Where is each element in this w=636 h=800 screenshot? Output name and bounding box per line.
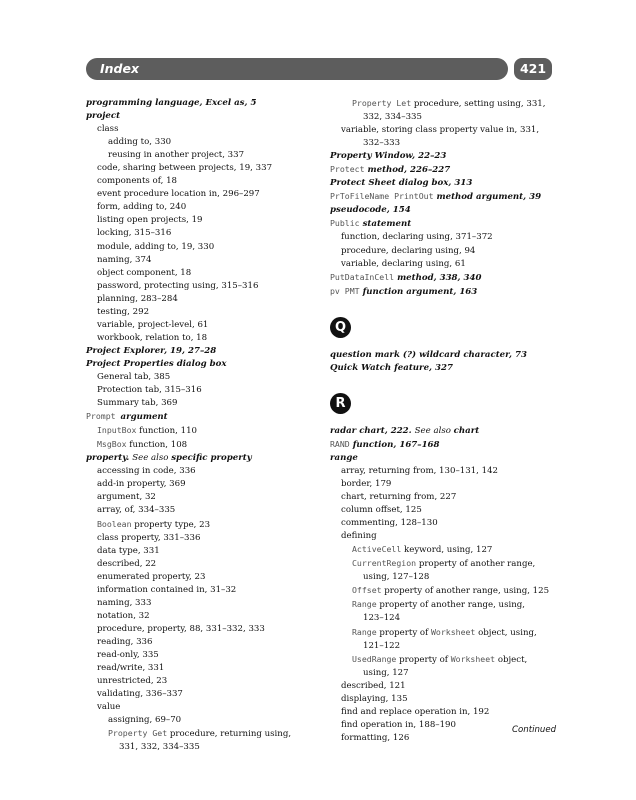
index-entry: [86, 358, 326, 371]
index-entry: [86, 623, 326, 636]
index-entry-text: value: [97, 702, 121, 713]
index-entry: [86, 397, 326, 410]
index-entry: [330, 667, 556, 680]
index-entry: [86, 714, 326, 727]
section-title: Index: [100, 61, 140, 76]
index-entry: [86, 227, 326, 240]
index-entry: [86, 688, 326, 701]
index-entry: [86, 332, 326, 345]
index-entry-text: enumerated property, 23: [97, 571, 206, 582]
index-entry-text: Project Properties dialog box: [86, 358, 227, 369]
index-entry-text: Public: [330, 218, 360, 229]
index-entry: [86, 280, 326, 293]
index-entry-text: property of another range, using, 125: [381, 586, 550, 597]
index-entry: [330, 504, 556, 517]
index-entry-text: testing, 292: [97, 306, 150, 317]
index-entry-text: property of another range,: [416, 559, 536, 570]
header-bar: [86, 58, 508, 80]
index-entry: [86, 532, 326, 545]
index-entry-text: object, using,: [475, 627, 537, 638]
letter-heading: [330, 375, 556, 425]
index-entry: [86, 701, 326, 714]
index-entry-text: password, protecting using, 315–316: [97, 280, 259, 291]
index-entry: [86, 384, 326, 397]
index-entry-text: reusing in another project, 337: [108, 150, 245, 161]
index-entry: [330, 124, 556, 137]
index-entry: [330, 349, 556, 362]
index-entry: [330, 258, 556, 271]
index-entry-text: question mark (?) wildcard character, 73: [330, 349, 527, 360]
letter-heading: [330, 299, 556, 349]
index-entry-text: variable, project-level, 61: [97, 319, 209, 330]
index-entry-text: ActiveCell: [352, 544, 402, 555]
index-entry-text: Prompt: [86, 411, 121, 422]
index-entry: [330, 231, 556, 244]
index-entry: [86, 597, 326, 610]
index-entry: [86, 319, 326, 332]
index-entry: [86, 123, 326, 136]
index-entry-text: Boolean: [97, 518, 132, 529]
index-entry-text: assigning, 69–70: [108, 715, 182, 726]
index-entry-text: locking, 315–316: [97, 228, 172, 239]
index-entry-text: Protect Sheet dialog box, 313: [330, 178, 473, 189]
index-entry-text: add-in property, 369: [97, 479, 186, 490]
index-entry-text: border, 179: [341, 478, 392, 489]
index-entry-text: Worksheet: [431, 626, 476, 637]
continued-note: Continued: [512, 725, 557, 735]
index-entry-text: components of, 18: [97, 176, 178, 187]
index-entry-text: property.: [86, 453, 133, 464]
index-entry-text: programming language, Excel as, 5: [86, 98, 257, 108]
index-entry: [86, 610, 326, 623]
page-number: 421: [514, 58, 552, 80]
index-entry: [330, 626, 556, 640]
index-entry-text: formatting, 126: [341, 732, 410, 743]
index-entry-text: chart, returning from, 227: [341, 492, 457, 503]
index-entry-text: method argument, 39: [433, 192, 542, 203]
index-entry: [86, 478, 326, 491]
index-entry-text: property type, 23: [131, 519, 211, 530]
index-entry-text: method, 226–227: [364, 165, 451, 176]
index-entry-text: Property Let: [352, 98, 412, 108]
index-entry: [330, 177, 556, 190]
index-entry-text: Protection tab, 315–316: [97, 385, 202, 396]
index-entry: [86, 410, 326, 424]
index-entry: [86, 504, 326, 517]
index-entry-text: CurrentRegion: [352, 558, 417, 569]
index-entry-text: property of: [376, 627, 431, 638]
index-entry: [330, 190, 556, 204]
index-entry-text: InputBox: [97, 425, 137, 436]
index-entry: [330, 530, 556, 543]
index-entry-text: Quick Watch feature, 327: [330, 362, 453, 373]
index-entry: [330, 517, 556, 530]
index-entry: [330, 571, 556, 584]
index-entry: [330, 97, 556, 111]
index-entry-text: function, declaring using, 371–372: [341, 232, 493, 243]
index-entry-text: array, of, 334–335: [97, 505, 176, 516]
index-entry: [86, 345, 326, 358]
index-entry: [330, 478, 556, 491]
index-entry: [86, 675, 326, 688]
index-entry: [86, 558, 326, 571]
index-entry: [86, 188, 326, 201]
index-entry-text: form, adding to, 240: [97, 202, 187, 213]
index-entry-text: reading, 336: [97, 636, 153, 647]
index-entry-text: find operation in, 188–190: [341, 719, 456, 730]
index-entry-text: code, sharing between projects, 19, 337: [97, 163, 273, 174]
index-entry-text: variable, storing class property value in, 331,: [341, 125, 540, 136]
index-entry: [330, 612, 556, 625]
index-entry: [86, 545, 326, 558]
index-entry-text: column offset, 125: [341, 505, 422, 516]
index-entry-text: keyword, using, 127: [401, 545, 493, 556]
index-entry-text: See also: [132, 453, 172, 464]
index-entry-text: 331, 332, 334–335: [119, 742, 200, 753]
index-entry-text: class property, 331–336: [97, 532, 201, 543]
index-entry-text: See also: [414, 425, 454, 436]
index-entry: [86, 452, 326, 465]
index-entry: [86, 491, 326, 504]
index-entry-text: array, returning from, 130–131, 142: [341, 465, 499, 476]
index-entry-text: class: [97, 124, 119, 135]
index-entry-text: range: [330, 452, 358, 463]
index-entry: [330, 706, 556, 719]
index-entry-text: function, 108: [126, 440, 188, 451]
index-entry-text: radar chart, 222.: [330, 425, 415, 436]
index-entry: [86, 518, 326, 532]
index-entry-text: accessing in code, 336: [97, 466, 196, 477]
index-entry-text: object,: [495, 654, 528, 665]
index-entry-text: described, 121: [341, 680, 406, 691]
index-entry: [330, 245, 556, 258]
index-entry-text: variable, declaring using, 61: [341, 258, 466, 269]
index-entry-text: Summary tab, 369: [97, 398, 178, 409]
index-entry: [330, 557, 556, 571]
index-entry-text: property of another range, using,: [376, 600, 526, 611]
index-entry-text: described, 22: [97, 558, 157, 569]
index-entry-text: pseudocode, 154: [330, 205, 411, 216]
index-entry: [330, 362, 556, 375]
index-entry-text: Range: [352, 599, 377, 610]
index-entry-text: Property Get: [108, 728, 168, 739]
index-entry: [330, 543, 556, 557]
index-entry-text: using, 127–128: [363, 572, 430, 583]
index-entry: [86, 175, 326, 188]
index-entry-text: statement: [359, 219, 412, 230]
index-entry-text: procedure, declaring using, 94: [341, 245, 476, 256]
index-entry-text: project: [86, 111, 121, 122]
index-entry: [86, 306, 326, 319]
index-entry-text: event procedure location in, 296–297: [97, 189, 260, 200]
index-entry: [330, 598, 556, 612]
index-entry-text: General tab, 385: [97, 371, 171, 382]
index-entry-text: Project Explorer, 19, 27–28: [86, 345, 217, 356]
index-entry-text: method, 338, 340: [394, 272, 482, 283]
index-entry: [330, 584, 556, 598]
index-entry-text: UsedRange: [352, 653, 397, 664]
index-entry-text: find and replace operation in, 192: [341, 706, 490, 717]
index-entry-text: module, adding to, 19, 330: [97, 241, 215, 252]
index-entry: [330, 425, 556, 438]
index-entry: [86, 571, 326, 584]
index-entry-text: 121–122: [363, 640, 401, 651]
index-entry-text: procedure, setting using, 331,: [411, 99, 546, 109]
index-entry-text: Range: [352, 626, 377, 637]
index-entry-text: adding to, 330: [108, 137, 172, 148]
index-entry-text: listing open projects, 19: [97, 215, 203, 226]
index-entry: [86, 371, 326, 384]
index-entry: [86, 649, 326, 662]
index-entry-text: function, 110: [136, 426, 198, 437]
index-entry: [330, 111, 556, 124]
index-entry-text: Offset: [352, 585, 382, 596]
index-entry-text: read/write, 331: [97, 663, 165, 674]
index-entry: [330, 452, 556, 465]
index-entry: [330, 640, 556, 653]
index-entry-text: argument: [120, 412, 168, 423]
index-entry: [330, 693, 556, 706]
index-entry-text: using, 127: [363, 667, 409, 678]
index-entry-text: Property Window, 22–23: [330, 151, 447, 162]
index-entry-text: 332–333: [363, 138, 401, 149]
index-entry: [86, 162, 326, 175]
index-entry: [330, 680, 556, 693]
index-entry-text: procedure, returning using,: [167, 729, 292, 740]
index-entry: [330, 653, 556, 667]
index-entry-text: notation, 32: [97, 610, 150, 621]
index-entry: [86, 149, 326, 162]
index-entry: [330, 204, 556, 217]
index-entry-text: pv PMT: [330, 285, 360, 296]
index-entry: [86, 727, 326, 741]
index-entry: [330, 137, 556, 150]
index-entry-text: 332, 334–335: [363, 112, 422, 123]
index-entry-text: argument, 32: [97, 492, 156, 503]
index-entry-text: object component, 18: [97, 267, 192, 278]
index-entry-text: function, 167–168: [349, 439, 440, 450]
index-entry-text: displaying, 135: [341, 693, 408, 704]
index-entry: [330, 285, 556, 299]
letter-q-icon: Q: [330, 317, 351, 338]
index-entry-text: naming, 333: [97, 597, 152, 608]
index-entry: [86, 110, 326, 123]
index-entry-text: defining: [341, 531, 377, 542]
index-entry: [86, 241, 326, 254]
index-entry-text: workbook, relation to, 18: [97, 332, 208, 343]
index-entry: [86, 97, 326, 110]
index-entry: [86, 636, 326, 649]
index-entry-text: specific property: [171, 453, 252, 464]
index-entry: [86, 136, 326, 149]
index-entry: [86, 424, 326, 438]
index-entry-text: PutDataInCell: [330, 271, 395, 282]
letter-r-icon: R: [330, 393, 351, 414]
index-entry: [86, 438, 326, 452]
index-entry: [330, 217, 556, 231]
index-entry: [330, 465, 556, 478]
index-entry-text: RAND: [330, 438, 350, 449]
index-entry-text: read-only, 335: [97, 649, 159, 660]
index-entry: [330, 438, 556, 452]
index-entry-text: MsgBox: [97, 439, 127, 450]
index-entry-text: validating, 336–337: [97, 689, 183, 700]
index-entry: [86, 293, 326, 306]
index-entry: [86, 465, 326, 478]
index-entry-text: PrToFileName PrintOut: [330, 191, 434, 202]
index-entry-text: 123–124: [363, 613, 401, 624]
index-entry-text: property of: [396, 654, 451, 665]
index-entry-text: data type, 331: [97, 545, 160, 556]
index-entry: [330, 163, 556, 177]
index-entry: [330, 491, 556, 504]
index-entry-text: Protect: [330, 164, 365, 175]
index-entry: [86, 201, 326, 214]
index-entry-text: naming, 374: [97, 254, 152, 265]
index-entry-text: unrestricted, 23: [97, 676, 168, 687]
index-entry-text: Worksheet: [450, 653, 496, 664]
index-entry: [330, 271, 556, 285]
index-entry-text: function argument, 163: [359, 286, 478, 297]
index-entry: [86, 214, 326, 227]
index-entry: [86, 254, 326, 267]
index-entry: [86, 741, 326, 754]
index-column-right: [330, 97, 556, 745]
index-entry: [86, 662, 326, 675]
index-entry: [330, 150, 556, 163]
index-entry: [86, 267, 326, 280]
index-entry-text: commenting, 128–130: [341, 518, 438, 529]
index-entry-text: chart: [453, 425, 480, 436]
index-entry: [86, 584, 326, 597]
index-entry-text: information contained in, 31–32: [97, 584, 237, 595]
index-entry-text: planning, 283–284: [97, 293, 178, 304]
index-entry-text: procedure, property, 88, 331–332, 333: [97, 623, 265, 634]
index-column-left: [86, 97, 326, 754]
